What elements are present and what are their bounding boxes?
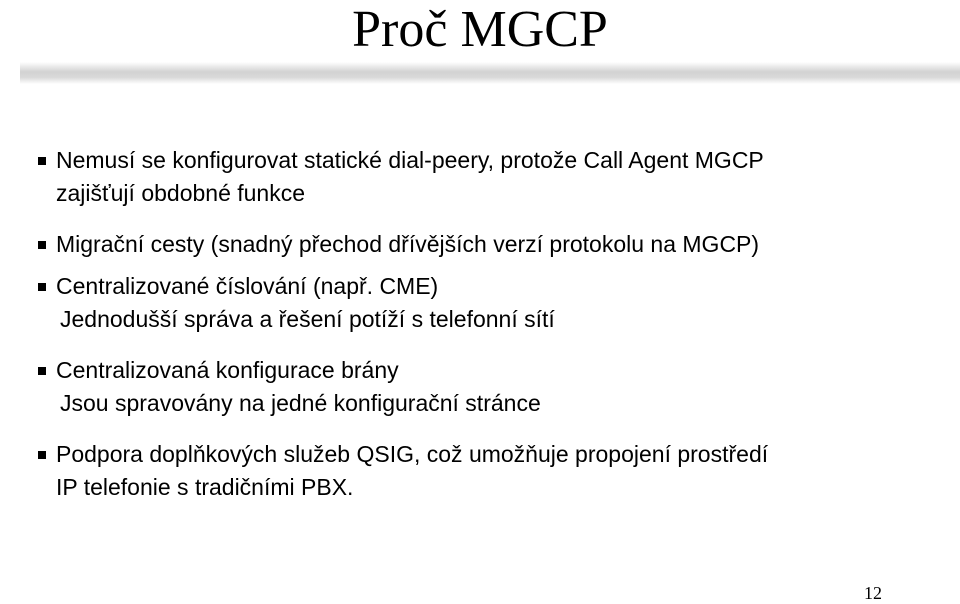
square-bullet-icon [38, 283, 46, 291]
square-bullet-icon [38, 367, 46, 375]
bullet-text-continuation: Jsou spravovány na jedné konfigurační stránce [60, 390, 541, 416]
bullet-text: Migrační cesty (snadný přechod dřívějších verzí protokolu na MGCP) [56, 231, 760, 257]
bullet-list [38, 144, 938, 504]
slide-title: Proč MGCP [352, 1, 608, 58]
square-bullet-icon [38, 157, 46, 165]
bullet-item [38, 438, 938, 504]
bullet-text: Centralizovaná konfigurace brány [56, 357, 399, 383]
bullet-text: Centralizované číslování (např. CME) [56, 273, 439, 299]
bullet-item [38, 144, 938, 210]
bullet-text-continuation: zajišťují obdobné funkce [56, 180, 306, 206]
bullet-text-continuation: IP telefonie s tradičními PBX. [56, 474, 354, 500]
bullet-item [38, 270, 938, 336]
bullet-item [38, 354, 938, 420]
bullet-item [38, 228, 938, 261]
bullet-text-continuation: Jednodušší správa a řešení potíží s telefonní sítí [60, 306, 555, 332]
square-bullet-icon [38, 451, 46, 459]
square-bullet-icon [38, 241, 46, 249]
bullet-text: Nemusí se konfigurovat statické dial-peery, protože Call Agent MGCP [56, 147, 764, 173]
bullet-text: Podpora doplňkových služeb QSIG, což umožňuje propojení prostředí [56, 441, 769, 467]
page-number: 12 [864, 583, 882, 603]
title-underline-bar [20, 62, 960, 84]
